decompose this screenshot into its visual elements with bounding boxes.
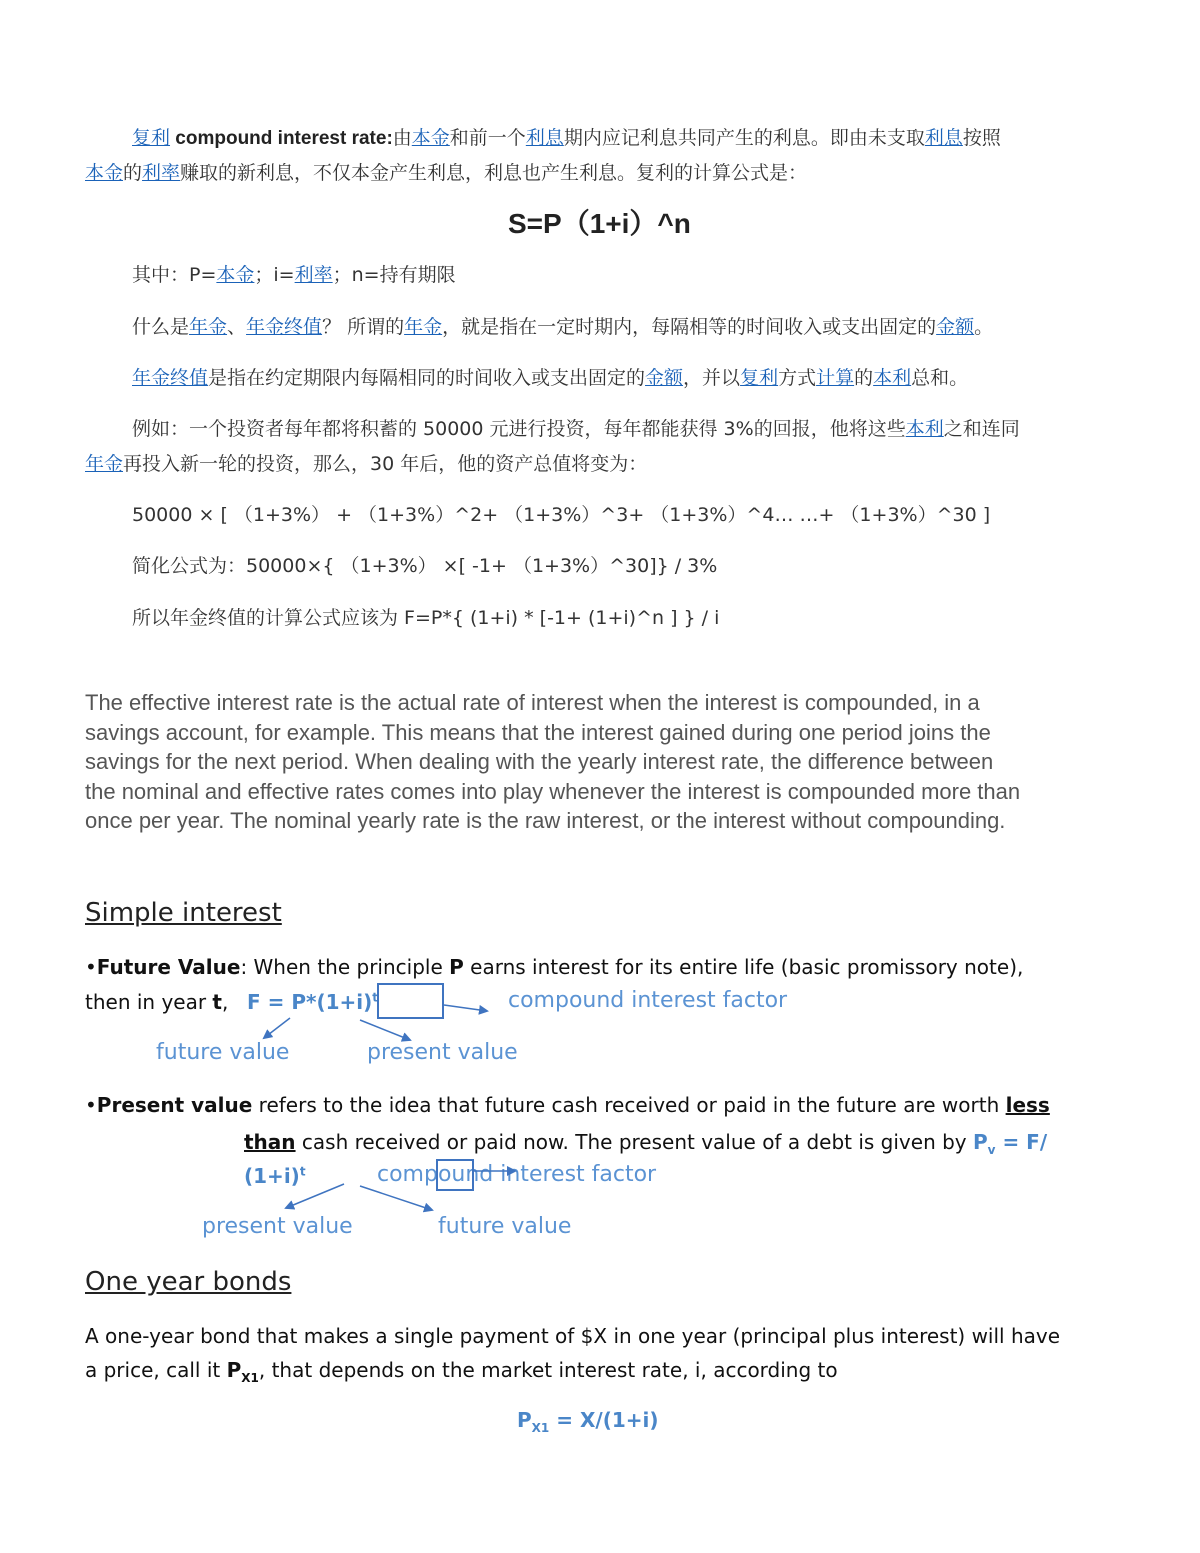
text: 再投入新一轮的投资，那么，30 年后，他的资产总值将变为：: [123, 453, 648, 475]
term-compound-interest-rate: compound interest rate:: [170, 128, 393, 149]
text: 由: [392, 127, 412, 149]
text: 总和。: [911, 367, 969, 389]
text: 期内应记利息共同产生的利息。即由未支取: [563, 127, 925, 149]
link-benjin-2[interactable]: 本金: [85, 162, 124, 184]
paragraph-line: The effective interest rate is the actual rate of interest when the interest is compounded, in a: [85, 690, 980, 715]
link-nianjin-2[interactable]: 年金: [404, 316, 443, 338]
text: 的: [854, 367, 874, 389]
expression-simplified: 简化公式为：50000×{ （1+3%） ×[ -1+ （1+3%）^30]} / 3%: [132, 555, 718, 577]
arrow-to-present-value-2: [286, 1184, 344, 1208]
label-future-value: future value: [156, 1040, 290, 1065]
text: 赚取的新利息，不仅本金产生利息，利息也产生利息。复利的计算公式是：: [180, 162, 808, 184]
link-jine-2[interactable]: 金额: [645, 367, 684, 389]
exponent: t: [372, 990, 379, 1005]
link-nianjin-zhongzhi-2[interactable]: 年金终值: [132, 367, 209, 389]
text: : When the principle: [240, 955, 450, 979]
link-benli-2[interactable]: 本利: [905, 418, 944, 440]
link-benli[interactable]: 本利: [873, 367, 912, 389]
bullet: •: [85, 1093, 97, 1117]
symbol-pv: P: [973, 1130, 988, 1154]
link-fuli-2[interactable]: 复利: [740, 367, 779, 389]
text: ，并以: [683, 367, 741, 389]
subscript: X1: [241, 1371, 259, 1385]
link-lixi-2[interactable]: 利息: [924, 127, 963, 149]
expression-sum: 50000 × [ （1+3%） + （1+3%）^2+ （1+3%）^3+ （1+3%）^4… …+ （1+3%）^30 ]: [132, 504, 991, 526]
link-lixi[interactable]: 利息: [525, 127, 564, 149]
text: ；i=: [254, 264, 295, 286]
word-less: less: [1005, 1093, 1050, 1117]
bullet: •: [85, 955, 97, 979]
factor-box: [378, 984, 443, 1018]
exponent: t: [299, 1164, 306, 1179]
text: 。: [974, 316, 994, 338]
text: 的: [123, 162, 143, 184]
text: = X/(1+i): [549, 1408, 659, 1432]
label-present-value: present value: [367, 1040, 518, 1065]
paragraph-line: savings account, for example. This means that the interest gained during one period joins the: [85, 719, 991, 745]
text: , that depends on the market interest rate, i, according to: [258, 1358, 838, 1382]
text: ？ 所谓的: [322, 316, 405, 338]
paragraph-line: the nominal and effective rates comes into play whenever the interest is compounded more than: [85, 778, 1021, 804]
link-jine[interactable]: 金额: [936, 316, 975, 338]
link-benjin[interactable]: 本金: [411, 127, 450, 149]
link-benjin-3[interactable]: 本金: [216, 264, 255, 286]
text: (1+i): [244, 1164, 300, 1188]
text: 其中：P=: [132, 264, 217, 286]
label-present-value-2: present value: [202, 1214, 353, 1239]
heading-simple-interest: Simple interest: [85, 898, 282, 928]
text: 和前一个: [449, 127, 526, 149]
bonds-line2: [85, 1358, 838, 1385]
label-compound-factor-2: compound interest factor: [377, 1162, 657, 1187]
factor-box-2: [437, 1160, 473, 1190]
link-jisuan[interactable]: 计算: [816, 367, 855, 389]
link-nianjin-zhongzhi[interactable]: 年金终值: [246, 316, 323, 338]
arrow-to-future-value-2: [360, 1186, 432, 1210]
text: ，就是指在一定时期内，每隔相等的时间收入或支出固定的: [442, 316, 937, 338]
future-value-term: Future Value: [96, 955, 241, 979]
text: = F/: [995, 1130, 1048, 1154]
text: ；n=持有期限: [332, 264, 456, 286]
word-than: than: [244, 1130, 296, 1154]
heading-one-year-bonds: One year bonds: [85, 1267, 292, 1297]
symbol-p: P: [517, 1408, 532, 1432]
text: earns interest for its entire life (basic promissory note),: [463, 955, 1024, 979]
bonds-line1: A one-year bond that makes a single payment of $X in one year (principal plus interest) will have: [85, 1324, 1061, 1348]
bond-price-formula: [517, 1408, 659, 1435]
arrow-to-future-value: [264, 1018, 290, 1038]
subscript: v: [987, 1143, 996, 1157]
text: 是指在约定期限内每隔相同的时间收入或支出固定的: [208, 367, 646, 389]
link-lilv[interactable]: 利率: [142, 162, 181, 184]
expression-annuity-fv: 所以年金终值的计算公式应该为 F=P*{ (1+i) * [-1+ (1+i)^n ] } / i: [132, 607, 720, 629]
text: a price, call it: [85, 1358, 227, 1382]
text: 、: [227, 316, 247, 338]
text: 什么是: [132, 316, 190, 338]
symbol-p: P: [226, 1358, 242, 1382]
subscript: X1: [531, 1421, 550, 1435]
arrow-to-present-value: [360, 1020, 410, 1040]
link-fuli[interactable]: 复利: [132, 127, 171, 149]
link-lilv-2[interactable]: 利率: [294, 264, 333, 286]
fv-formula-body: F = P*(1+i): [247, 990, 373, 1014]
symbol-p: P: [449, 955, 464, 979]
present-value-term: Present value: [96, 1093, 253, 1117]
link-nianjin-3[interactable]: 年金: [85, 453, 124, 475]
text: 方式: [778, 367, 817, 389]
symbol-t: t: [212, 990, 222, 1014]
link-nianjin[interactable]: 年金: [189, 316, 228, 338]
text: cash received or paid now. The present value of a debt is given by: [295, 1130, 973, 1154]
arrow-to-factor: [444, 1005, 487, 1011]
label-future-value-2: future value: [438, 1214, 572, 1239]
compound-formula: S=P（1+i）^n: [508, 208, 691, 239]
paragraph-line: savings for the next period. When dealing with the yearly interest rate, the difference between: [85, 749, 994, 774]
label-compound-factor: compound interest factor: [508, 988, 788, 1013]
text: ,: [221, 990, 229, 1014]
text: 例如：一个投资者每年都将积蓄的 50000 元进行投资，每年都能获得 3%的回报，他将这些: [132, 418, 906, 440]
text: refers to the idea that future cash received or paid in the future are worth: [252, 1093, 1006, 1117]
text: 按照: [962, 127, 1001, 149]
text: then in year: [85, 990, 213, 1014]
text: 之和连同: [943, 418, 1020, 440]
paragraph-line: once per year. The nominal yearly rate is the raw interest, or the interest without compounding.: [85, 808, 1006, 833]
